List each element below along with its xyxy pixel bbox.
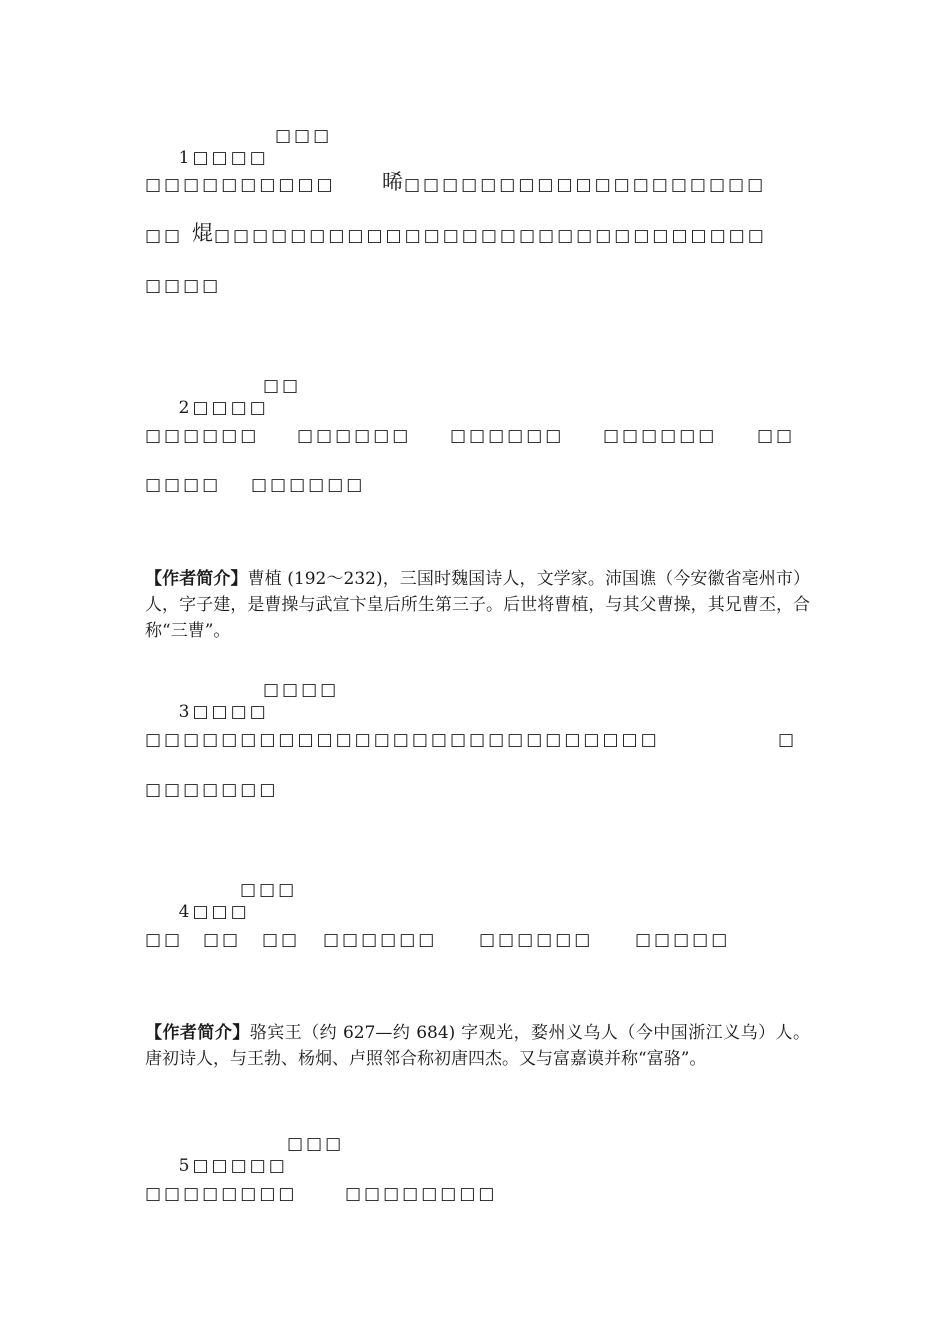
- section-2-heading-author: □□: [263, 376, 302, 396]
- section-number: 3: [178, 702, 193, 722]
- section-4-col5: □□□□□□: [479, 930, 594, 950]
- heading-glyphs: □□□□□: [192, 1156, 288, 1176]
- heading-glyphs: □□□□: [192, 702, 269, 722]
- heading-glyphs: □□□□: [192, 148, 269, 168]
- section-1-line-3: □□□□: [145, 276, 222, 296]
- section-4-col2: □□: [203, 930, 242, 950]
- section-number: 2: [178, 398, 193, 418]
- section-1-char-xi: 晞: [382, 170, 403, 194]
- section-2-row1-col3: □□□□□□: [450, 426, 565, 446]
- section-4-col3: □□: [262, 930, 301, 950]
- section-5-col1: □□□□□□□□: [145, 1184, 298, 1204]
- section-2-row1-col5: □□: [757, 426, 796, 446]
- bio-text: 骆宾王（约 627—约 684) 字观光，婺州义乌人（今中国浙江义乌）人。唐初诗人，与王勃、杨炯、卢照邻合称初唐四杰。又与富嘉谟并称“富骆”。: [145, 1023, 810, 1069]
- section-5-heading-author: □□□: [287, 1134, 345, 1154]
- section-1-char-kun: 焜: [192, 221, 213, 245]
- section-number: 1: [178, 148, 193, 168]
- section-3-heading-author: □□□□: [263, 680, 340, 700]
- section-2-row2-col2: □□□□□□: [251, 475, 366, 495]
- section-1-heading-author: □□□: [275, 126, 333, 146]
- section-1-line-2a: □□: [145, 226, 184, 246]
- section-1-line-2b: □□□□□□□□□□□□□□□□□□□□□□□□□□□□□: [214, 226, 767, 246]
- heading-glyphs: □□□: [192, 902, 250, 922]
- author-bio-cao-zhi: [145, 566, 810, 644]
- section-1-line-1b: □□□□□□□□□□□□□□□□□□□: [404, 175, 767, 195]
- section-4-heading-author: □□□: [240, 880, 298, 900]
- section-number: 4: [178, 902, 193, 922]
- bio-text: 曹植 (192～232)，三国时魏国诗人，文学家。沛国谯（今安徽省亳州市）人，字子建，是曹操与武宣卞皇后所生第三子。后世将曹植，与其父曹操，其兄曹丕，合称“三曹”。: [145, 569, 810, 641]
- heading-glyphs: □□□□: [192, 398, 269, 418]
- section-number: 5: [178, 1156, 193, 1176]
- section-1-line-1a: □□□□□□□□□□: [145, 175, 336, 195]
- section-4-col1: □□: [145, 930, 184, 950]
- bio-tag: 【作者简介】: [145, 1023, 250, 1043]
- section-3-line-1: □□□□□□□□□□□□□□□□□□□□□□□□□□□: [145, 730, 660, 750]
- section-3-line-1-end: □: [778, 730, 798, 750]
- section-2-row2-col1: □□□□: [145, 475, 222, 495]
- section-2-row1-col4: □□□□□□: [603, 426, 718, 446]
- section-3-line-2: □□□□□□□: [145, 780, 279, 800]
- section-4-col4: □□□□□□: [323, 930, 438, 950]
- bio-tag: 【作者简介】: [145, 569, 248, 589]
- section-2-row1-col1: □□□□□□: [145, 426, 260, 446]
- author-bio-luo-binwang: [145, 1020, 810, 1072]
- section-5-col2: □□□□□□□□: [345, 1184, 498, 1204]
- section-4-col6: □□□□□: [635, 930, 731, 950]
- section-2-row1-col2: □□□□□□: [297, 426, 412, 446]
